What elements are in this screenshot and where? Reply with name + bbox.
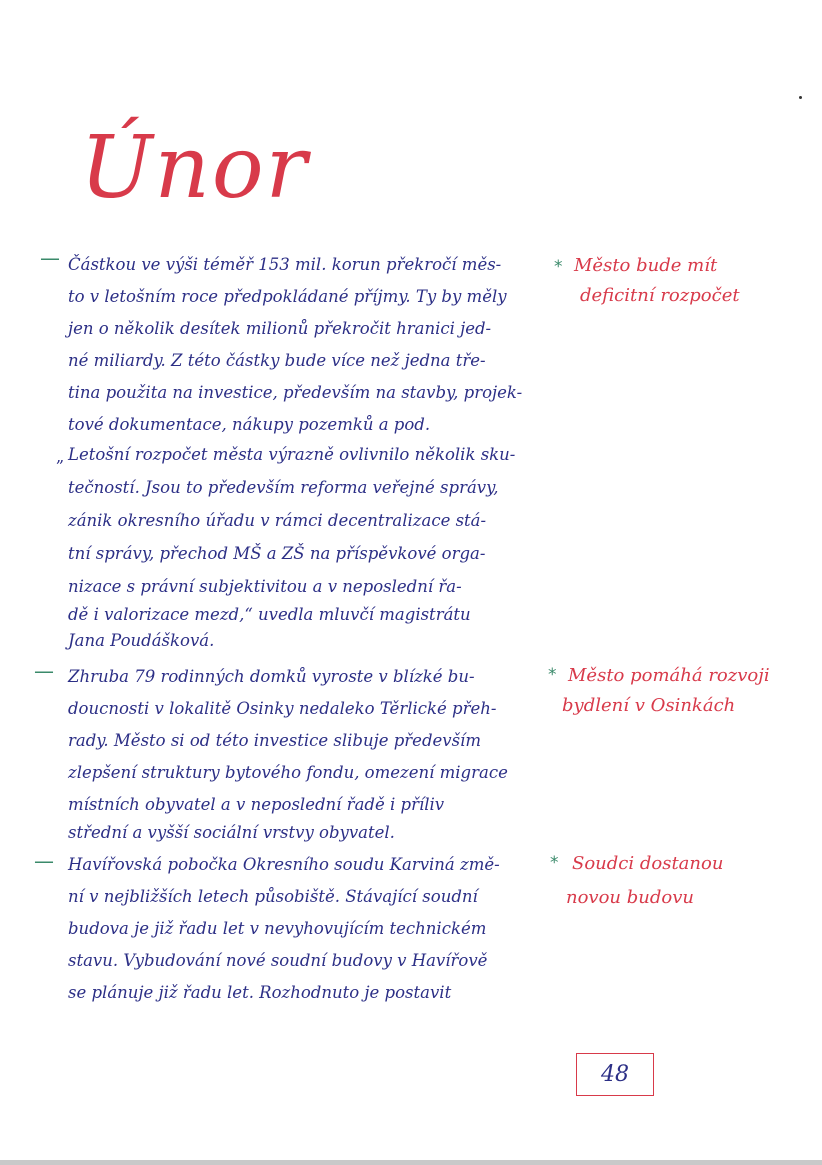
- margin-note-line: bydlení v Osinkách: [562, 695, 736, 716]
- text-line: zánik okresního úřadu v rámci decentralizace stá-: [68, 511, 487, 530]
- page-number-box: [576, 1053, 654, 1096]
- text-line: doucnosti v lokalitě Osinky nedaleko Těrlické přeh-: [68, 699, 497, 718]
- margin-note-line: Město bude mít: [574, 255, 718, 276]
- text-line: tové dokumentace, nákupy pozemků a pod.: [68, 415, 431, 434]
- text-line: místních obyvatel a v neposlední řadě i příliv: [68, 795, 445, 814]
- text-line: to v letošním roce předpokládané příjmy. Ty by měly: [68, 287, 507, 306]
- margin-note-line: Soudci dostanou: [572, 853, 724, 874]
- text-line: tní správy, přechod MŠ a ZŠ na příspěvkové orga-: [68, 544, 486, 563]
- scan-bottom-edge: [0, 1160, 822, 1165]
- text-line: né miliardy. Z této částky bude více než jedna tře-: [68, 351, 486, 370]
- text-line: Letošní rozpočet města výrazně ovlivnilo několik sku-: [68, 445, 516, 464]
- text-line: tečností. Jsou to především reforma veřejné správy,: [68, 478, 499, 497]
- text-line: Jana Poudášková.: [68, 631, 215, 650]
- page-number: 48: [601, 1062, 629, 1087]
- text-line: jen o několik desítek milionů překročit hranici jed-: [68, 319, 492, 338]
- margin-note-line: Město pomáhá rozvoji: [568, 665, 770, 686]
- page-title: Únor: [80, 118, 309, 218]
- text-line: dě i valorizace mezd,“ uvedla mluvčí magistrátu: [68, 605, 471, 624]
- text-line: tina použita na investice, především na stavby, projek-: [68, 383, 523, 402]
- paragraph-marker: „: [56, 447, 65, 466]
- margin-note-line: deficitní rozpočet: [580, 285, 740, 306]
- margin-note-marker: *: [550, 853, 559, 873]
- text-line: ní v nejbližších letech působiště. Stávající soudní: [68, 887, 478, 906]
- text-line: Havířovská pobočka Okresního soudu Karviná změ-: [68, 855, 500, 874]
- paragraph-marker: —: [34, 659, 54, 683]
- margin-note-marker: *: [554, 257, 563, 277]
- ink-speck: [799, 96, 802, 99]
- text-line: střední a vyšší sociální vrstvy obyvatel.: [68, 823, 395, 842]
- text-line: Částkou ve výši téměř 153 mil. korun překročí měs-: [68, 255, 502, 274]
- text-line: se plánuje již řadu let. Rozhodnuto je postavit: [68, 983, 452, 1002]
- text-line: budova je již řadu let v nevyhovujícím technickém: [68, 919, 487, 938]
- text-line: Zhruba 79 rodinných domků vyroste v blízké bu-: [68, 667, 475, 686]
- margin-note-marker: *: [548, 665, 557, 685]
- text-line: rady. Město si od této investice slibuje především: [68, 731, 481, 750]
- margin-note-line: novou budovu: [566, 887, 694, 908]
- paragraph-marker: —: [34, 849, 54, 873]
- text-line: zlepšení struktury bytového fondu, omezení migrace: [68, 763, 508, 782]
- text-line: stavu. Vybudování nové soudní budovy v Havířově: [68, 951, 488, 970]
- text-line: nizace s právní subjektivitou a v neposlední řa-: [68, 577, 462, 596]
- paragraph-marker: —: [40, 246, 60, 270]
